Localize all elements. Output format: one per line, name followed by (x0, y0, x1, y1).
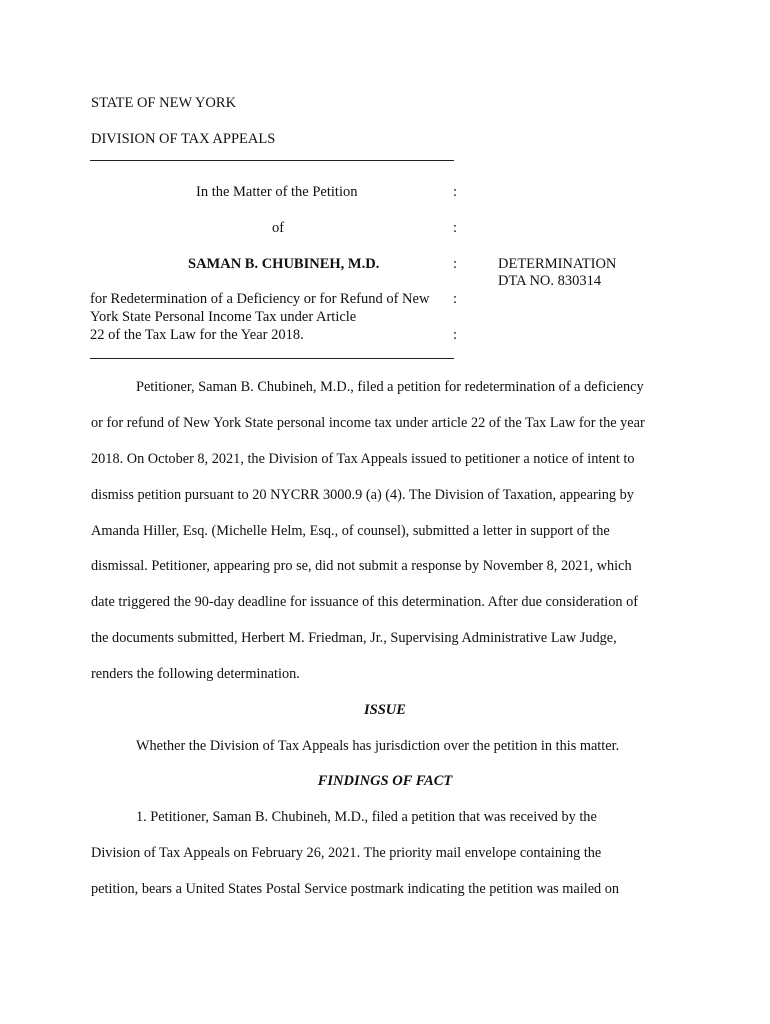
determination-number: DTA NO. 830314 (498, 273, 602, 289)
intro-line: dismissal. Petitioner, appearing pro se, did not submit a response by November 8, 2021, which (91, 558, 632, 574)
intro-line: date triggered the 90-day deadline for issuance of this determination. After due consideration of (91, 594, 639, 610)
agency-division: DIVISION OF TAX APPEALS (91, 131, 276, 147)
intro-line: Petitioner, Saman B. Chubineh, M.D., filed a petition for redetermination of a deficiency (136, 379, 644, 395)
issue-heading: ISSUE (364, 702, 406, 718)
caption-colon: : (453, 220, 458, 236)
caption-colon: : (453, 256, 458, 272)
caption-colon: : (453, 291, 458, 307)
intro-line: the documents submitted, Herbert M. Friedman, Jr., Supervising Administrative Law Judge, (91, 630, 617, 646)
caption-purpose-line: 22 of the Tax Law for the Year 2018. (90, 327, 304, 343)
intro-line: or for refund of New York State personal income tax under article 22 of the Tax Law for the year (91, 415, 645, 431)
finding-line: petition, bears a United States Postal Service postmark indicating the petition was mailed on (91, 881, 620, 897)
finding-line: 1. Petitioner, Saman B. Chubineh, M.D., filed a petition that was received by the (136, 809, 597, 825)
caption-of: of (272, 220, 285, 236)
determination-title: DETERMINATION (498, 256, 617, 272)
caption-colon: : (453, 184, 458, 200)
caption-colon: : (453, 327, 458, 343)
intro-line: dismiss petition pursuant to 20 NYCRR 3000.9 (a) (4). The Division of Taxation, appearing by (91, 487, 634, 503)
intro-line: 2018. On October 8, 2021, the Division of Tax Appeals issued to petitioner a notice of intent to (91, 451, 635, 467)
agency-state: STATE OF NEW YORK (91, 95, 237, 111)
caption-bottom-rule (90, 358, 454, 359)
intro-line: renders the following determination. (91, 666, 300, 682)
issue-text: Whether the Division of Tax Appeals has jurisdiction over the petition in this matter. (136, 738, 620, 754)
intro-line: Amanda Hiller, Esq. (Michelle Helm, Esq., of counsel), submitted a letter in support of the (91, 523, 610, 539)
finding-line: Division of Tax Appeals on February 26, 2021. The priority mail envelope containing the (91, 845, 602, 861)
caption-purpose-line: for Redetermination of a Deficiency or for Refund of New (90, 291, 430, 307)
findings-heading: FINDINGS OF FACT (317, 773, 453, 789)
caption-top-rule (90, 160, 454, 161)
caption-purpose-line: York State Personal Income Tax under Article (90, 309, 357, 325)
petitioner-name: SAMAN B. CHUBINEH, M.D. (188, 256, 380, 272)
caption-matter: In the Matter of the Petition (196, 184, 358, 200)
